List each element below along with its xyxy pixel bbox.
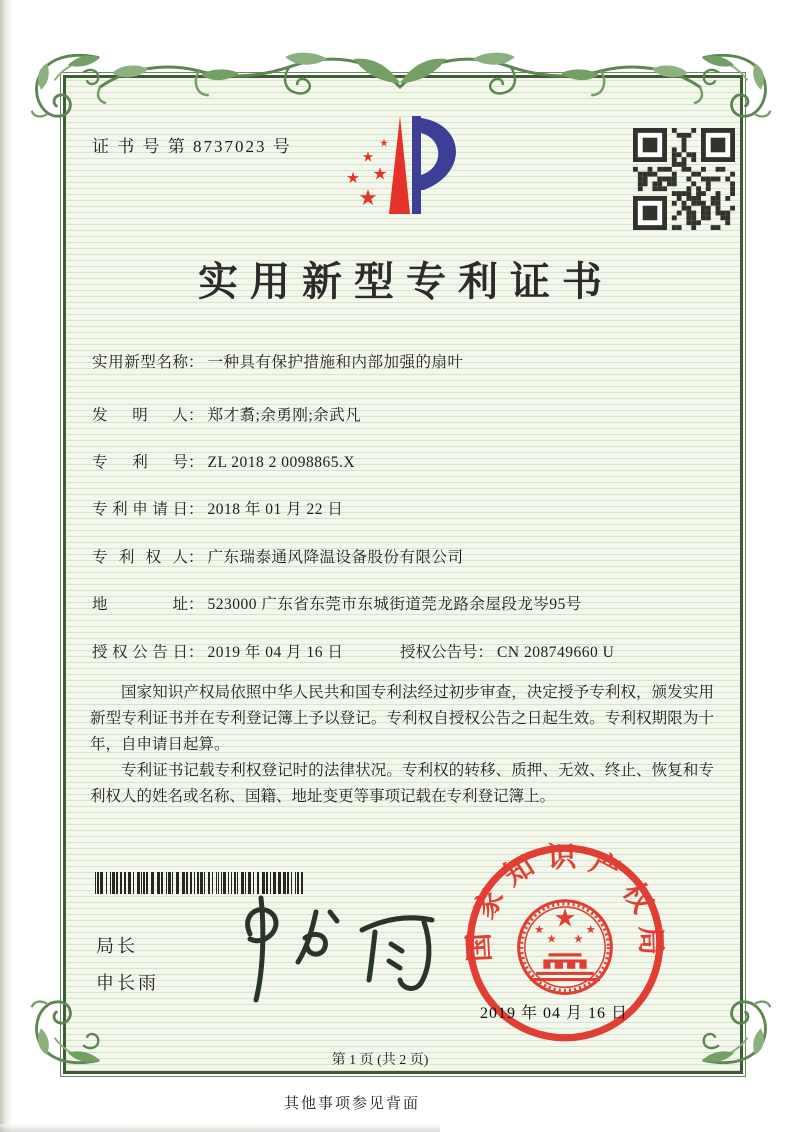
certificate-title: 实用新型专利证书 (198, 259, 614, 304)
qr-code-icon (633, 128, 735, 230)
field-label: 专利权人 (92, 549, 188, 566)
field-value: 一种具有保护措施和内部加强的扇叶 (207, 354, 464, 371)
field-row-name (92, 350, 732, 372)
logo-red-wedge (389, 116, 410, 214)
field-row-grant (92, 640, 732, 662)
field-label: 专利号 (92, 454, 188, 471)
national-emblem (519, 901, 612, 994)
colon: ： (188, 549, 204, 566)
signature-icon (212, 886, 450, 1010)
cnipa-logo-icon (338, 110, 473, 228)
legal-status-paragraph: 专利证书记载专利权登记时的法律状况。专利权的转移、质押、无效、终止、恢复和专利权人的姓名或名称、国籍、地址变更等事项记载在专利登记簿上。 (90, 762, 714, 805)
field-label: 授权公告日 (92, 644, 188, 661)
colon: ： (188, 407, 204, 424)
field-value: 2019 年 04 月 16 日 (207, 644, 344, 661)
corner-flourish-bottom-right (700, 994, 776, 1070)
official-title: 局长 (96, 936, 138, 956)
field-row-patent-no (92, 450, 732, 472)
seal-date: 2019 年 04 月 16 日 (480, 1005, 629, 1022)
grant-statement-paragraph: 国家知识产权局依照中华人民共和国专利法经过初步审查，决定授予专利权，颁发实用新型专利证书并在专利登记簿上予以登记。专利权自授权公告之日起生效。专利权期限为十年，自申请日起算。 (90, 684, 714, 753)
field-row-filing-date (92, 497, 732, 519)
top-garland-ornament (88, 42, 712, 108)
corner-flourish-top-right (700, 48, 776, 124)
colon: ： (188, 644, 204, 661)
field-row-address (92, 592, 732, 614)
corner-flourish-top-left (26, 48, 102, 124)
colon: ： (188, 454, 204, 471)
scan-edge-shadow (0, 0, 12, 1132)
seal-ring-text: 国家知识产权局 (463, 841, 667, 963)
colon: ： (188, 596, 204, 613)
field-value: ZL 2018 2 0098865.X (207, 454, 356, 471)
field-label: 实用新型名称 (92, 354, 188, 371)
field-row-inventors (92, 403, 732, 425)
logo-blue-bowl (421, 118, 456, 190)
field-label: 授权公告号 (400, 644, 478, 661)
field-value: 523000 广东省东莞市东城街道莞龙路余屋段龙岑95号 (207, 596, 582, 613)
colon: ： (477, 644, 494, 661)
official-name: 申长雨 (96, 973, 159, 993)
field-row-patentee (92, 545, 732, 567)
field-pair-grant-no (400, 640, 614, 662)
page-number: 第 1 页 (共 2 页) (331, 1053, 429, 1068)
field-label: 发明人 (92, 407, 188, 424)
scan-edge-shadow-bottom (0, 1124, 440, 1132)
field-value: 郑才翥;余勇刚;余武凡 (207, 407, 362, 424)
field-label: 地址 (92, 596, 188, 613)
field-value: CN 208749660 U (497, 644, 615, 661)
official-block (96, 928, 159, 1002)
certificate-number: 证 书 号 第 8737023 号 (92, 137, 292, 156)
logo-blue-stem (412, 116, 421, 214)
field-value: 2018 年 01 月 22 日 (207, 501, 344, 518)
field-value: 广东瑞泰通风降温设备股份有限公司 (207, 549, 464, 566)
back-note: 其他事项参见背面 (283, 1096, 420, 1112)
colon: ： (188, 501, 204, 518)
field-label: 专利申请日 (92, 501, 188, 518)
colon: ： (188, 354, 204, 371)
